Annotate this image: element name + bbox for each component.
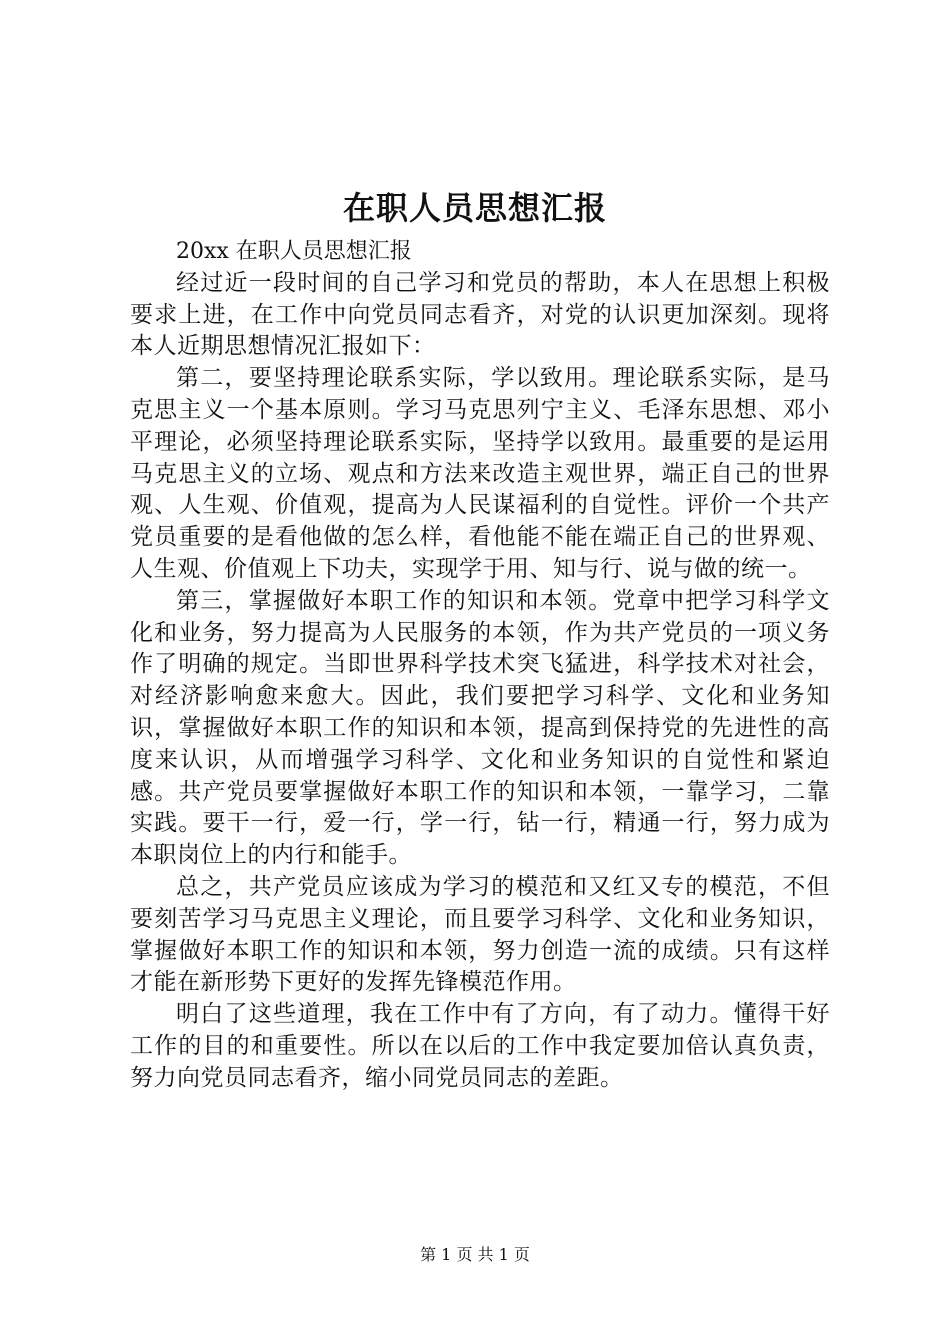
document-body [130, 236, 830, 1095]
page-footer: 第 1 页 共 1 页 [420, 1245, 530, 1264]
document-subtitle: 20xx 在职人员思想汇报 [176, 239, 412, 264]
paragraph-intro: 经过近一段时间的自己学习和党员的帮助，本人在思想上积极要求上进，在工作中向党员同志看齐，对党的认识更加深刻。现将本人近期思想情况汇报如下： [130, 269, 830, 360]
paragraph-summary: 总之，共产党员应该成为学习的模范和又红又专的模范，不但要刻苦学习马克思主义理论，而且要学习科学、文化和业务知识，掌握做好本职工作的知识和本领，努力创造一流的成绩。只有这样才能在新形势下更好的发挥先锋模范作用。 [130, 873, 830, 996]
paragraph-conclusion: 明白了这些道理，我在工作中有了方向，有了动力。懂得干好工作的目的和重要性。所以在以后的工作中我定要加倍认真负责，努力向党员同志看齐，缩小同党员同志的差距。 [130, 1001, 830, 1091]
document-title: 在职人员思想汇报 [342, 189, 607, 227]
paragraph-second: 第二，要坚持理论联系实际，学以致用。理论联系实际，是马克思主义一个基本原则。学习马克思列宁主义、毛泽东思想、邓小平理论，必须坚持理论联系实际，坚持学以致用。最重要的是运用马克思主义的立场、观点和方法来改造主观世界，端正自己的世界观、人生观、价值观，提高为人民谋福利的自觉性。评价一个共产党员重要的是看他做的怎么样，看他能不能在端正自己的世界观、人生观、价值观上下功夫，实现学于用、知与行、说与做的统一。 [130, 365, 830, 582]
paragraph-third: 第三，掌握做好本职工作的知识和本领。党章中把学习科学文化和业务，努力提高为人民服务的本领，作为共产党员的一项义务作了明确的规定。当即世界科学技术突飞猛进，科学技术对社会，对经济影响愈来愈大。因此，我们要把学习科学、文化和业务知识，掌握做好本职工作的知识和本领，提高到保持党的先进性的高度来认识，从而增强学习科学、文化和业务知识的自觉性和紧迫感。共产党员要掌握做好本职工作的知识和本领，一靠学习，二靠实践。要干一行，爱一行，学一行，钻一行，精通一行，努力成为本职岗位上的内行和能手。 [130, 587, 830, 869]
